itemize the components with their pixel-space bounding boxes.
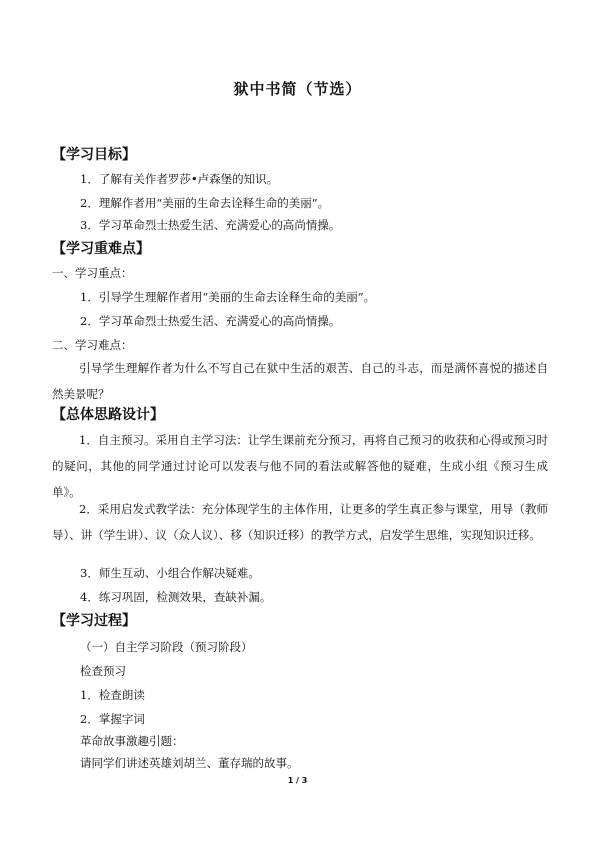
design-paragraph-2: 2．采用启发式教学法：充分体现学生的主体作用，让更多的学生真正参与课堂，用导（教师导）、讲（学生讲）、议（众人议）、移（知识迁移）的教学方式，启发学生思维，实现知识迁移。 xyxy=(52,502,548,542)
process-stage: （一）自主学习阶段（预习阶段） xyxy=(80,640,253,654)
objective-item: 3．学习革命烈士热爱生活、充满爱心的高尚情操。 xyxy=(80,218,341,232)
process-intro: 革命故事激趣引题： xyxy=(80,734,184,748)
process-item: 1．检查朗读 xyxy=(80,688,145,702)
objectives-heading: 【学习目标】 xyxy=(52,147,136,163)
process-heading: 【学习过程】 xyxy=(52,613,136,629)
process-item: 2．掌握字词 xyxy=(80,712,145,726)
focus-item: 2．学习革命烈士热爱生活、充满爱心的高尚情操。 xyxy=(80,314,341,328)
process-prompt: 请同学们讲述英雄刘胡兰、董存瑞的故事。 xyxy=(80,756,299,770)
focus-item: 1．引导学生理解作者用“美丽的生命去诠释生命的美丽”。 xyxy=(80,290,376,304)
difficulty-text: 引导学生理解作者为什么不写自己在狱中生活的艰苦、自己的斗志，而是满怀喜悦的描述自然美景呢？ xyxy=(52,361,548,401)
design-heading: 【总体思路设计】 xyxy=(52,407,164,423)
page-number: 1 / 3 xyxy=(287,776,308,785)
objective-item: 1．了解有关作者罗莎•卢森堡的知识。 xyxy=(80,172,279,186)
difficulty-label: 二、学习难点： xyxy=(52,338,133,352)
design-paragraph-4: 4．练习巩固，检测效果，查缺补漏。 xyxy=(80,590,272,604)
key-points-heading: 【学习重难点】 xyxy=(52,241,150,257)
design-paragraph-3: 3．师生互动、小组合作解决疑难。 xyxy=(80,566,260,580)
page-title: 狱中书简（节选） xyxy=(233,80,362,98)
focus-label: 一、学习重点： xyxy=(52,266,133,280)
design-paragraph-1: 1．自主预习。采用自主学习法：让学生课前充分预习，再将自己预习的收获和心得或预习时的疑问，其他的同学通过讨论可以发表与他不同的看法或解答他的疑难，生成小组《预习生成单》。 xyxy=(52,433,548,499)
objective-item: 2．理解作者用“美丽的生命去诠释生命的美丽”。 xyxy=(80,196,330,210)
process-check: 检查预习 xyxy=(80,664,126,678)
